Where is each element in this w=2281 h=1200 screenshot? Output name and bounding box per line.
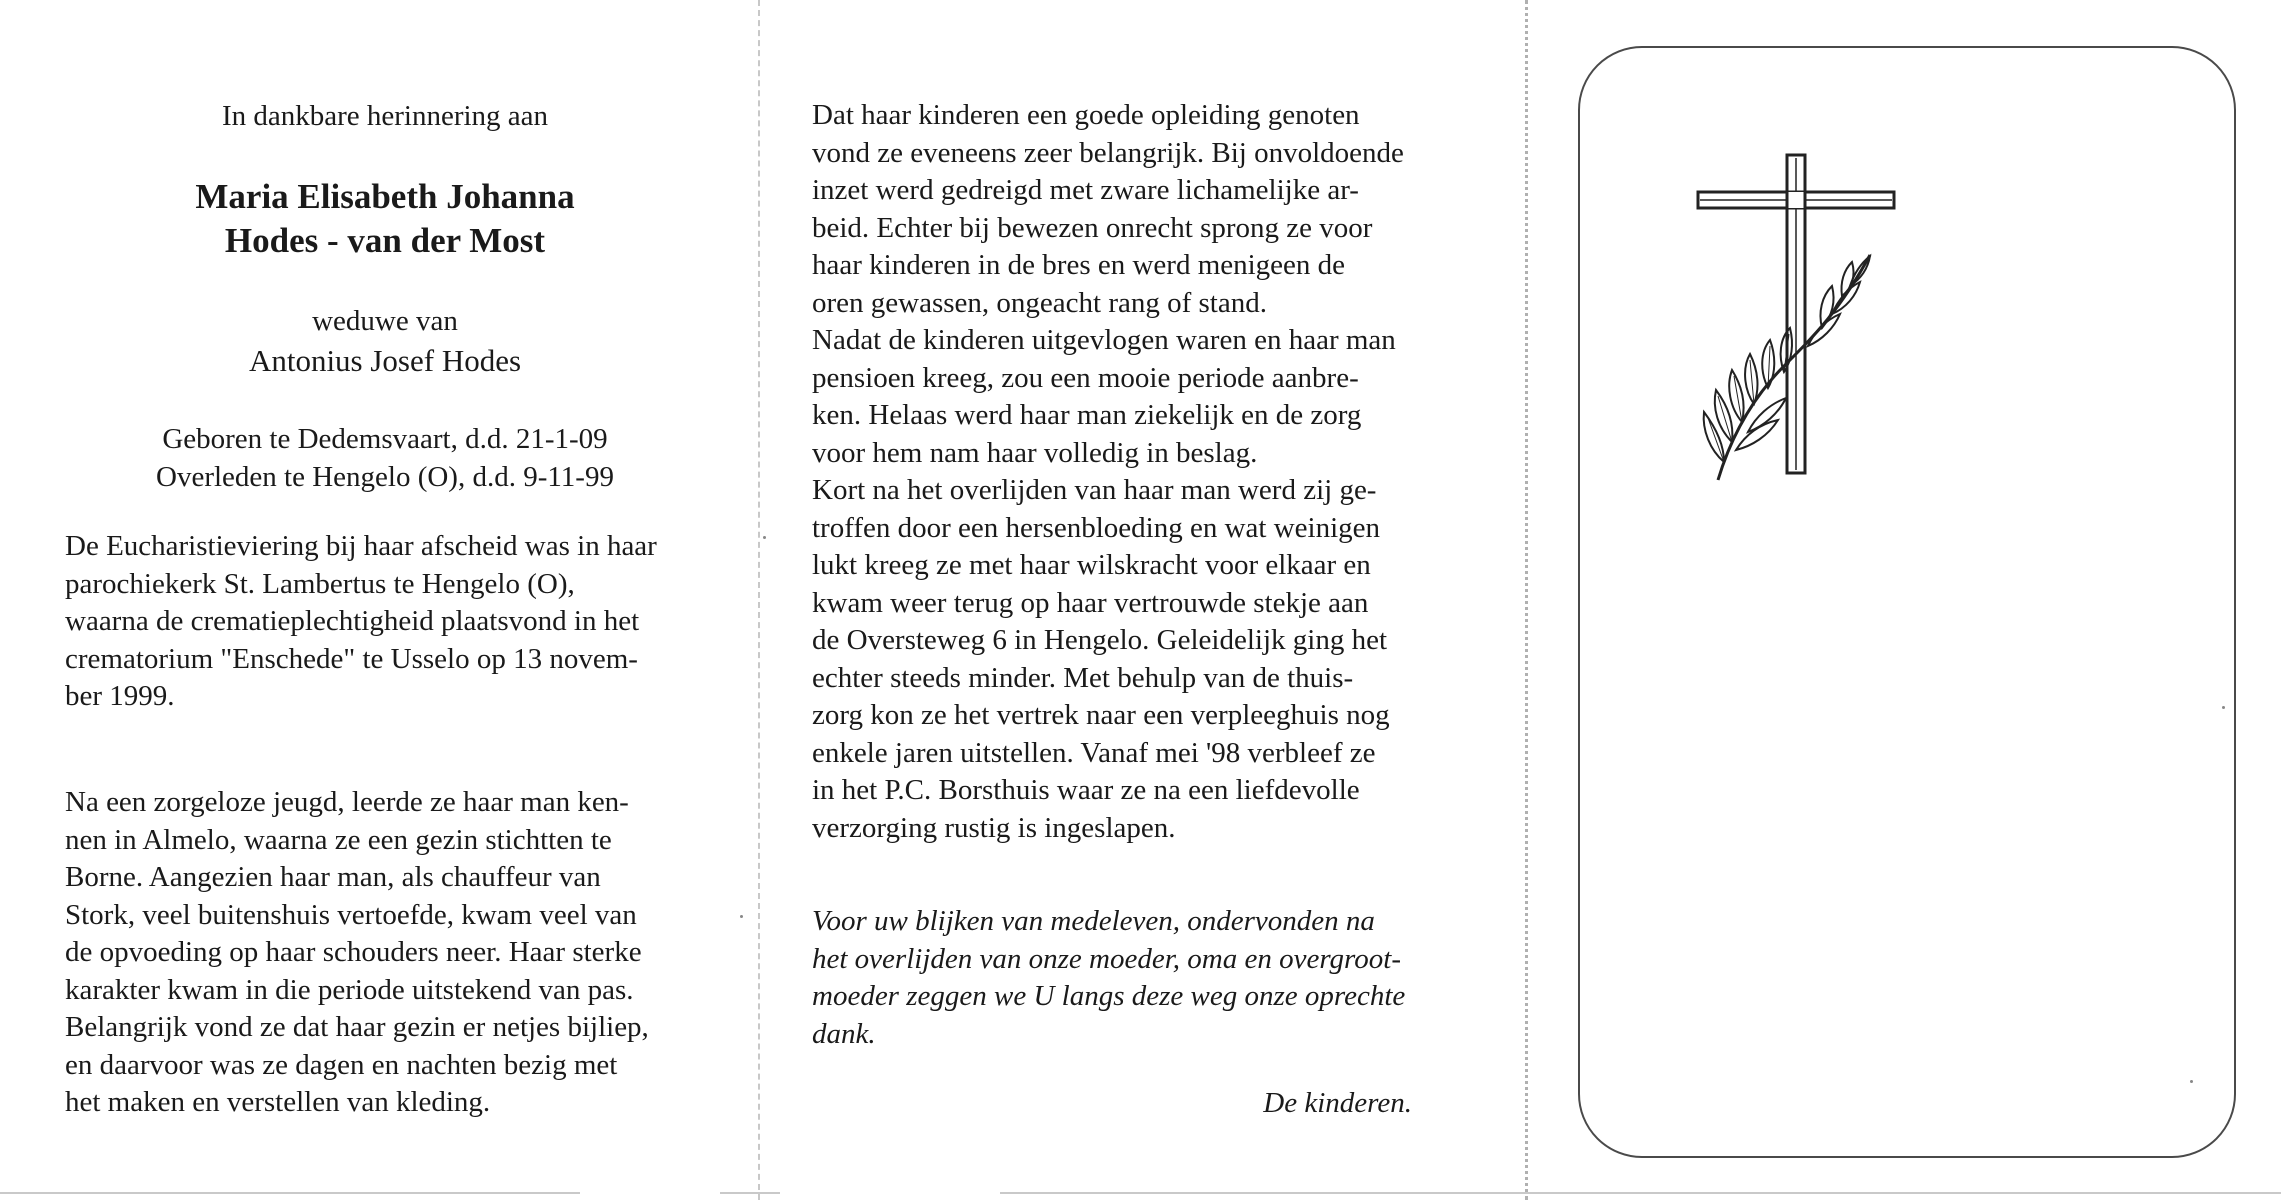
ceremony-line: parochiekerk St. Lambertus te Hengelo (O), (65, 567, 575, 600)
birth-death-dates (60, 420, 710, 496)
children-line: lukt kreeg ze met haar wilskracht voor elkaar en (812, 549, 1371, 581)
children-line: ken. Helaas werd haar man ziekelijk en de zorg (812, 399, 1362, 431)
children-line: vond ze eveneens zeer belangrijk. Bij onvoldoende (812, 136, 1404, 169)
children-line: Nadat de kinderen uitgevlogen waren en haar man (812, 324, 1396, 356)
children-line: de Oversteweg 6 in Hengelo. Geleidelijk ging het (812, 624, 1388, 656)
scan-artifact-line (720, 1192, 780, 1194)
scan-speck (740, 915, 743, 918)
children-line: in het P.C. Borsthuis waar ze na een liefdevolle (812, 774, 1360, 806)
children-line: troffen door een hersenbloeding en wat weinigen (812, 511, 1380, 544)
children-line: echter steeds minder. Met behulp van de thuis- (812, 661, 1354, 694)
ceremony-line: waarna de crematieplechtigheid plaatsvond in het (65, 605, 640, 637)
life-line: en daarvoor was ze dagen en nachten bezig met (65, 1048, 618, 1081)
thanks-paragraph (812, 903, 1462, 1053)
life-line: nen in Almelo, waarna ze een gezin stichtten te (65, 823, 612, 856)
children-line: Dat haar kinderen een goede opleiding genoten (812, 99, 1360, 131)
spouse-name: Antonius Josef Hodes (248, 343, 522, 378)
ceremony-line: De Eucharistieviering bij haar afscheid was in haar (65, 530, 657, 562)
life-line: karakter kwam in die periode uitstekend van pas. (65, 973, 634, 1006)
children-line: enkele jaren uitstellen. Vanaf mei '98 verbleef ze (812, 736, 1376, 769)
thanks-line: het overlijden van onze moeder, oma en overgroot- (812, 942, 1401, 975)
thanks-line: dank. (812, 1017, 876, 1050)
death-line: Overleden te Hengelo (O), d.d. 9-11-99 (156, 461, 614, 493)
ceremony-line: ber 1999. (65, 680, 175, 712)
deceased-name-line-1: Maria Elisabeth Johanna (195, 177, 575, 216)
life-line: het maken en verstellen van kleding. (65, 1086, 491, 1118)
children-line: zorg kon ze het vertrek naar een verpleeghuis nog (812, 699, 1390, 731)
scan-artifact-line (1000, 1192, 2281, 1194)
deceased-name-line-2: Hodes - van der Most (224, 221, 546, 260)
life-line: Na een zorgeloze jeugd, leerde ze haar man ken- (65, 786, 629, 818)
children-line: voor hem nam haar volledig in beslag. (812, 436, 1258, 469)
children-line: haar kinderen in de bres en werd menigeen de (812, 249, 1346, 281)
scan-speck (2222, 706, 2225, 709)
children-line: beid. Echter bij bewezen onrecht sprong ze voor (812, 211, 1373, 244)
thanks-line: Voor uw blijken van medeleven, ondervonden na (812, 905, 1375, 937)
card-frame (1578, 46, 2236, 1158)
signature: De kinderen. (1263, 1087, 1412, 1119)
scan-speck (2190, 1080, 2193, 1083)
children-line: inzet werd gedreigd met zware lichamelijke ar- (812, 174, 1359, 206)
children-line: pensioen kreeg, zou een mooie periode aanbre- (812, 361, 1359, 394)
children-line: Kort na het overlijden van haar man werd zij ge- (812, 474, 1377, 506)
scan-artifact-line (0, 1192, 580, 1194)
ceremony-paragraph (65, 528, 715, 716)
life-line: Belangrijk vond ze dat haar gezin er netjes bijliep, (65, 1011, 649, 1043)
scan-speck (763, 536, 766, 539)
deceased-name (60, 175, 710, 263)
birth-line: Geboren te Dedemsvaart, d.d. 21-1-09 (162, 423, 608, 455)
life-paragraph (65, 784, 715, 1122)
children-paragraph (812, 97, 1462, 847)
children-line: verzorging rustig is ingeslapen. (812, 811, 1176, 844)
life-line: de opvoeding op haar schouders neer. Haar sterke (65, 936, 642, 968)
thanks-line: moeder zeggen we U langs deze weg onze oprechte (812, 980, 1406, 1012)
life-line: Stork, veel buitenshuis vertoefde, kwam veel van (65, 898, 637, 931)
ceremony-line: crematorium "Enschede" te Usselo op 13 novem- (65, 642, 638, 675)
cross-with-palm-branch-icon (1690, 150, 1900, 495)
life-line: Borne. Aangezien haar man, als chauffeur van (65, 861, 601, 893)
children-line: kwam weer terug op haar vertrouwde stekje aan (812, 586, 1369, 619)
intro-text: In dankbare herinnering aan (221, 100, 549, 132)
widow-of-label: weduwe van (312, 305, 458, 337)
children-line: oren gewassen, ongeacht rang of stand. (812, 286, 1267, 319)
fold-line (1525, 0, 1528, 1200)
